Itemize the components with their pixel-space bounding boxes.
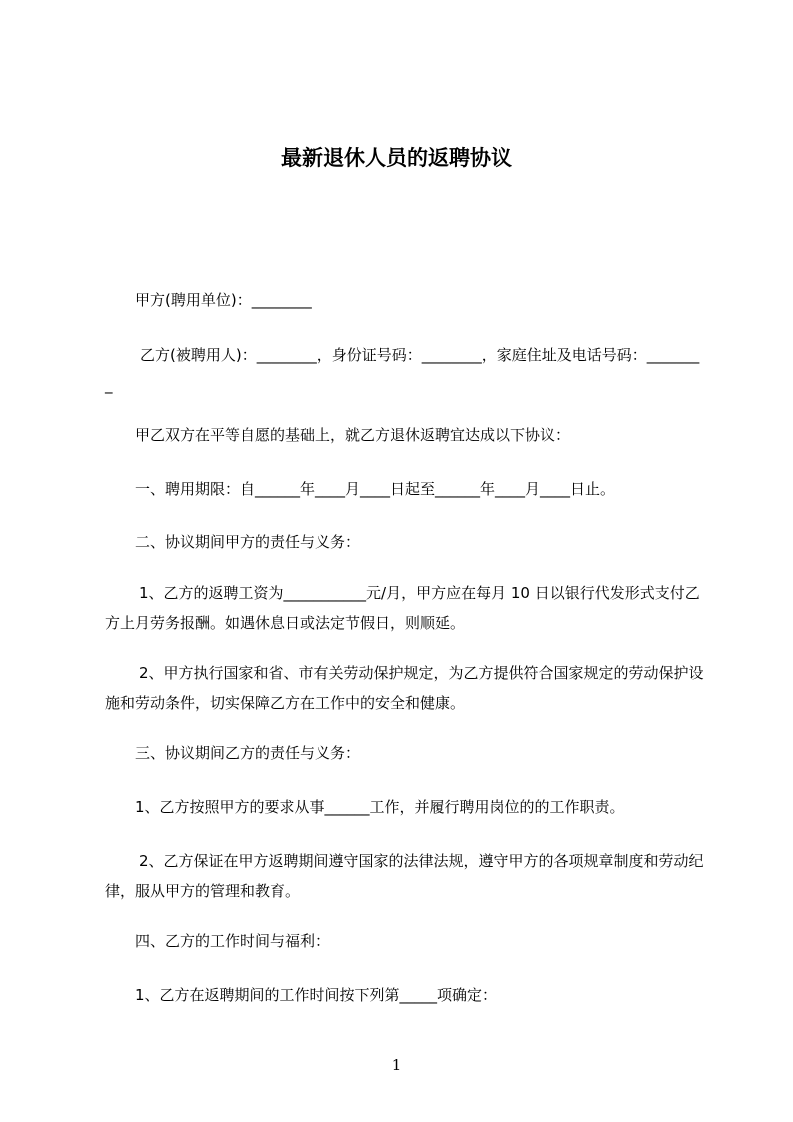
section-4-heading: 四、乙方的工作时间与福利： [135, 932, 331, 950]
section-3-item-2: 2、乙方保证在甲方返聘期间遵守国家的法律法规，遵守甲方的各项规章制度和劳动纪律，服从甲方的管理和教育。 [105, 852, 704, 900]
section-2-item-1: 1、乙方的返聘工资为___________元/月，甲方应在每月 10 日以银行代发形式支付乙方上月劳务报酬。如遇休息日或法定节假日，则顺延。 [105, 584, 700, 632]
agreement-intro: 甲乙双方在平等自愿的基础上，就乙方退休返聘宜达成以下协议： [135, 426, 571, 444]
party-b-line: 乙方(被聘用人)：________，身份证号码：________，家庭住址及电话号码：________ [105, 346, 700, 394]
document-title: 最新退休人员的返聘协议 [281, 146, 512, 170]
section-1-term: 一、聘用期限：自______年____月____日起至______年____月____日止。 [135, 480, 616, 498]
section-3-item-1: 1、乙方按照甲方的要求从事______工作，并履行聘用岗位的的工作职责。 [135, 798, 625, 816]
party-a-line: 甲方(聘用单位)：________ [135, 291, 312, 309]
section-4-item-1: 1、乙方在返聘期间的工作时间按下列第_____项确定： [135, 986, 498, 1004]
section-3-heading: 三、协议期间乙方的责任与义务： [135, 744, 361, 762]
section-2-item-2: 2、甲方执行国家和省、市有关劳动保护规定，为乙方提供符合国家规定的劳动保护设施和劳动条件，切实保障乙方在工作中的安全和健康。 [105, 664, 704, 712]
page-number: 1 [391, 1056, 402, 1074]
section-2-heading: 二、协议期间甲方的责任与义务： [135, 533, 361, 551]
